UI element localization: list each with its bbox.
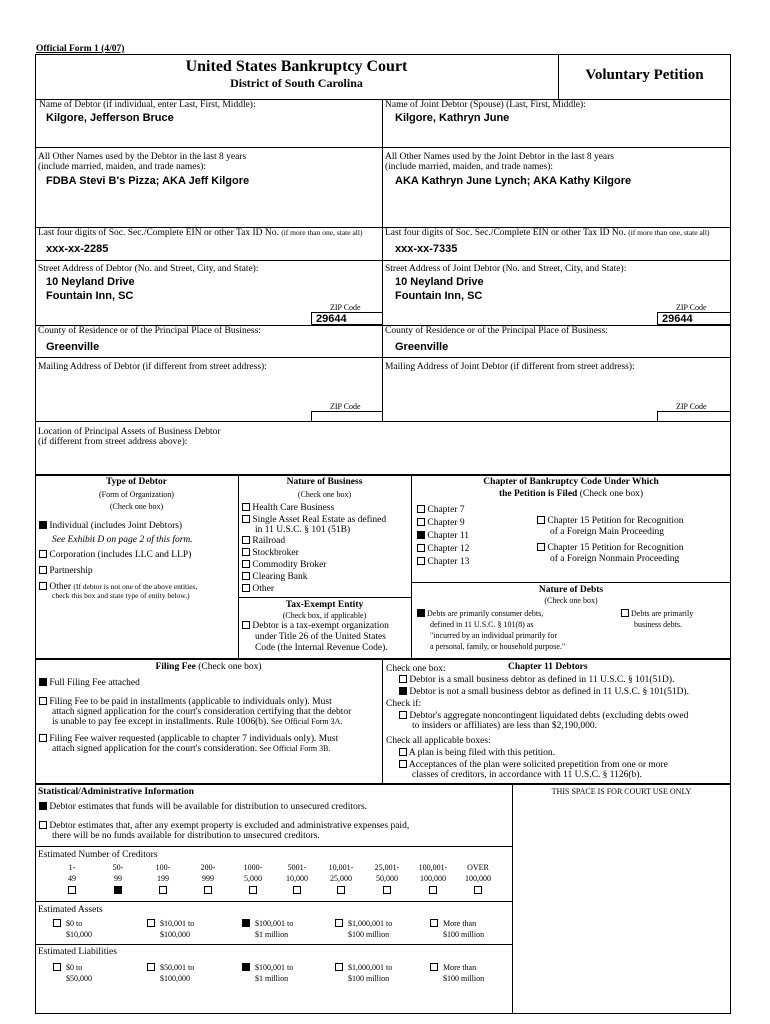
joint-other-names[interactable]: AKA Kathryn June Lynch; AKA Kathy Kilgore — [395, 175, 632, 187]
not-small-business-label: Debtor is not a small business debtor as defined in 11 U.S.C. § 101(51D). — [409, 687, 689, 697]
creditors-range-end: 49 — [68, 874, 76, 883]
chapter-13-checkbox[interactable] — [417, 557, 425, 565]
creditors-range-end: 5,000 — [244, 874, 262, 883]
chapter-15-nonmain-label-2: of a Foreign Nonmain Proceeding — [550, 554, 680, 564]
creditors-range-start: 5001- — [287, 863, 307, 872]
chapter-15-nonmain-checkbox[interactable] — [537, 543, 545, 551]
debtor-mailing-zip-label: ZIP Code — [330, 402, 361, 411]
assets-checkbox[interactable] — [430, 919, 438, 927]
waiver-label: Filing Fee waiver requested (applicable to chapter 7 individuals only). Must — [49, 734, 339, 744]
joint-name-label: Name of Joint Debtor (Spouse) (Last, First, Middle): — [385, 100, 586, 110]
chapter-15-main-label: Chapter 15 Petition for Recognition — [547, 516, 684, 526]
creditors-range-start: 50- — [112, 863, 124, 872]
debtor-street-1[interactable]: 10 Neyland Drive — [46, 276, 135, 288]
joint-county[interactable]: Greenville — [395, 341, 449, 353]
chapter-title-2: the Petition is Filed — [498, 489, 578, 499]
chapter-9-label: Chapter 9 — [427, 518, 465, 528]
liabilities-checkbox[interactable] — [147, 963, 155, 971]
court-name: United States Bankruptcy Court — [185, 58, 408, 75]
small-business-label: Debtor is a small business debtor as defined in 11 U.S.C. § 101(51D). — [409, 675, 675, 685]
creditors-range-end: 100,000 — [465, 874, 491, 883]
joint-ssn-note: (if more than one, state all) — [628, 228, 710, 237]
consumer-debts-label-2: defined in 11 U.S.C. § 101(8) as — [430, 620, 534, 629]
assets-range-start: More than — [443, 919, 477, 928]
debtor-name-label: Name of Debtor (if individual, enter Last, First, Middle): — [39, 100, 256, 110]
liabilities-checkbox[interactable] — [53, 963, 61, 971]
railroad-label: Railroad — [252, 536, 286, 546]
liabilities-range-start: $1,000,001 to — [348, 963, 393, 972]
tax-exempt-label-2: under Title 26 of the United States — [255, 632, 386, 642]
health-checkbox[interactable] — [242, 503, 250, 511]
commodity-checkbox[interactable] — [242, 560, 250, 568]
creditors-range-start: 10,001- — [328, 863, 354, 872]
ch11-title: Chapter 11 Debtors — [508, 662, 588, 672]
joint-ssn[interactable]: xxx-xx-7335 — [395, 243, 458, 255]
consumer-debts-label: Debts are primarily consumer debts, — [427, 609, 544, 618]
assets-range-start: $100,001 to — [255, 919, 294, 928]
joint-county-label: County of Residence or of the Principal Place of Business: — [385, 326, 608, 336]
chapter-9-checkbox[interactable] — [417, 518, 425, 526]
creditors-range-start: 1- — [68, 863, 76, 872]
liabilities-range-start: $100,001 to — [255, 963, 294, 972]
creditors-range-end: 50,000 — [376, 874, 398, 883]
chapter-15-main-label-2: of a Foreign Main Proceeding — [550, 527, 664, 537]
joint-ssn-label: Last four digits of Soc. Sec./Complete EIN or other Tax ID No. — [385, 228, 626, 238]
creditors-range-end: 999 — [202, 874, 214, 883]
joint-mailing-label: Mailing Address of Joint Debtor (if different from street address): — [385, 362, 635, 372]
liabilities-range-end: $100,000 — [160, 974, 190, 983]
form-title: Voluntary Petition — [585, 67, 704, 83]
no-funds-label: Debtor estimates that, after any exempt property is excluded and administrative expenses paid, — [49, 821, 410, 831]
debts-title: Nature of Debts — [538, 585, 604, 595]
debtor-zip-label: ZIP Code — [330, 303, 361, 312]
location-label: Location of Principal Assets of Business Debtor — [38, 427, 221, 437]
creditors-range-start: OVER — [467, 863, 489, 872]
chapter-7-label: Chapter 7 — [427, 505, 465, 515]
not-small-business-checkbox[interactable] — [399, 687, 407, 695]
chapter-11-label: Chapter 11 — [427, 531, 469, 541]
debtor-county-label: County of Residence or of the Principal Place of Business: — [38, 326, 261, 336]
acceptances-label: Acceptances of the plan were solicited prepetition from one or more — [408, 760, 668, 770]
chapter-13-label: Chapter 13 — [427, 557, 470, 567]
acceptances-checkbox[interactable] — [399, 760, 407, 768]
creditors-checkbox[interactable] — [293, 886, 301, 894]
installments-label-3: is unable to pay fee except in installments. Rule 1006(b). — [52, 717, 269, 727]
creditors-range-end: 99 — [114, 874, 122, 883]
chapter-11-checkbox[interactable] — [417, 531, 425, 539]
ch11-check-all: Check all applicable boxes: — [386, 736, 491, 746]
corporation-checkbox[interactable] — [39, 550, 47, 558]
waiver-see: See Official Form 3B. — [259, 744, 331, 753]
debtor-zip[interactable]: 29644 — [316, 313, 347, 325]
waiver-checkbox[interactable] — [39, 734, 47, 742]
chapter-15-nonmain-label: Chapter 15 Petition for Recognition — [547, 543, 684, 553]
district-name: District of South Carolina — [230, 76, 363, 90]
single-asset-label: Single Asset Real Estate as defined — [252, 515, 387, 525]
business-debts-checkbox[interactable] — [621, 609, 629, 617]
creditors-checkbox[interactable] — [429, 886, 437, 894]
stat-title: Statistical/Administrative Information — [38, 787, 194, 797]
joint-zip-label: ZIP Code — [676, 303, 707, 312]
creditors-range-start: 25,001- — [374, 863, 400, 872]
railroad-checkbox[interactable] — [242, 536, 250, 544]
chapter-title-note: (Check one box) — [579, 489, 644, 499]
other-entity-checkbox[interactable] — [39, 582, 47, 590]
filing-fee-note: (Check one box) — [198, 662, 262, 672]
funds-available-checkbox[interactable] — [39, 802, 47, 810]
individual-note: See Exhibit D on page 2 of this form. — [52, 535, 193, 545]
joint-other-names-label-2: (include married, maiden, and trade names): — [385, 162, 554, 172]
debtor-street-label: Street Address of Debtor (No. and Street, City, and State): — [38, 264, 259, 274]
installments-label-2: attach signed application for the court's consideration certifying that the debtor — [52, 707, 352, 717]
business-title: Nature of Business — [286, 477, 363, 487]
no-funds-label-2: there will be no funds available for distribution to unsecured creditors. — [52, 831, 320, 841]
liabilities-range-end: $1 million — [255, 974, 289, 983]
filing-fee-title: Filing Fee — [155, 662, 196, 672]
other-business-checkbox[interactable] — [242, 584, 250, 592]
creditors-range-start: 100- — [155, 863, 171, 872]
full-fee-checkbox[interactable] — [39, 678, 47, 686]
assets-range-end: $10,000 — [66, 930, 92, 939]
health-label: Health Care Business — [252, 503, 335, 513]
creditors-range-start: 100,001- — [418, 863, 448, 872]
debtor-ssn[interactable]: xxx-xx-2285 — [46, 243, 109, 255]
ch11-check-one: Check one box: — [386, 664, 446, 674]
partnership-checkbox[interactable] — [39, 566, 47, 574]
form-id: Official Form 1 (4/07) — [36, 44, 125, 54]
tax-exempt-sub: (Check box, if applicable) — [282, 611, 367, 620]
debtor-other-names-label: All Other Names used by the Debtor in the last 8 years — [38, 152, 247, 162]
stockbroker-checkbox[interactable] — [242, 548, 250, 556]
chapter-title: Chapter of Bankruptcy Code Under Which — [483, 477, 659, 487]
liabilities-range-end: $100 million — [348, 974, 390, 983]
assets-range-end: $100 million — [443, 930, 485, 939]
type-sub-2: (Check one box) — [109, 502, 164, 511]
plan-filed-label: A plan is being filed with this petition. — [408, 748, 556, 758]
aggregate-debts-label: Debtor's aggregate noncontingent liquidated debts (excluding debts owed — [409, 711, 689, 721]
assets-checkbox[interactable] — [147, 919, 155, 927]
debtor-county[interactable]: Greenville — [46, 341, 100, 353]
creditors-checkbox[interactable] — [204, 886, 212, 894]
business-sub: (Check one box) — [297, 490, 352, 499]
joint-zip[interactable]: 29644 — [662, 313, 693, 325]
creditors-checkbox[interactable] — [114, 886, 122, 894]
plan-filed-checkbox[interactable] — [399, 748, 407, 756]
partnership-label: Partnership — [49, 566, 93, 576]
consumer-debts-checkbox[interactable] — [417, 609, 425, 617]
tax-exempt-title: Tax-Exempt Entity — [285, 600, 364, 610]
creditors-checkbox[interactable] — [474, 886, 482, 894]
assets-range-start: $1,000,001 to — [348, 919, 393, 928]
clearing-label: Clearing Bank — [252, 572, 308, 582]
joint-street-label: Street Address of Joint Debtor (No. and Street, City, and State): — [385, 264, 627, 274]
assets-checkbox[interactable] — [335, 919, 343, 927]
liabilities-range-start: $0 to — [66, 963, 83, 972]
assets-range-start: $0 to — [66, 919, 83, 928]
waiver-label-2: attach signed application for the court's consideration. — [52, 744, 258, 754]
creditors-range-start: 1000- — [243, 863, 263, 872]
creditors-checkbox[interactable] — [383, 886, 391, 894]
creditors-checkbox[interactable] — [249, 886, 257, 894]
other-business-label: Other — [252, 584, 275, 594]
type-title: Type of Debtor — [105, 477, 168, 487]
debtor-other-names[interactable]: FDBA Stevi B's Pizza; AKA Jeff Kilgore — [46, 175, 250, 187]
single-asset-label-2: in 11 U.S.C. § 101 (51B) — [255, 525, 351, 535]
full-fee-label: Full Filing Fee attached — [49, 678, 140, 688]
chapter-7-checkbox[interactable] — [417, 505, 425, 513]
chapter-12-label: Chapter 12 — [427, 544, 470, 554]
tax-exempt-label-3: Code (the Internal Revenue Code). — [255, 643, 388, 653]
assets-range-end: $100 million — [348, 930, 390, 939]
creditors-range-end: 10,000 — [286, 874, 308, 883]
stockbroker-label: Stockbroker — [252, 548, 299, 558]
joint-street-1[interactable]: 10 Neyland Drive — [395, 276, 484, 288]
joint-mailing-zip-label: ZIP Code — [676, 402, 707, 411]
other-entity-label: Other — [49, 582, 72, 592]
creditors-range-end: 100,000 — [420, 874, 446, 883]
no-funds-checkbox[interactable] — [39, 821, 47, 829]
assets-range-end: $1 million — [255, 930, 289, 939]
installments-see: See Official Form 3A. — [270, 717, 343, 726]
debtor-name[interactable]: Kilgore, Jefferson Bruce — [46, 112, 174, 124]
creditors-checkbox[interactable] — [337, 886, 345, 894]
consumer-debts-label-4: a personal, family, or household purpose." — [430, 642, 566, 651]
small-business-checkbox[interactable] — [399, 675, 407, 683]
chapter-15-main-checkbox[interactable] — [537, 516, 545, 524]
chapter-12-checkbox[interactable] — [417, 544, 425, 552]
debtor-mailing-label: Mailing Address of Debtor (if different from street address): — [38, 362, 267, 372]
commodity-label: Commodity Broker — [252, 560, 327, 570]
creditors-checkbox[interactable] — [159, 886, 167, 894]
liabilities-checkbox[interactable] — [242, 963, 250, 971]
aggregate-debts-checkbox[interactable] — [399, 711, 407, 719]
liabilities-range-end: $50,000 — [66, 974, 92, 983]
business-debts-label: Debts are primarily — [631, 609, 694, 618]
court-use-label: THIS SPACE IS FOR COURT USE ONLY — [551, 787, 692, 796]
assets-label: Estimated Assets — [38, 905, 103, 915]
acceptances-label-2: classes of creditors, in accordance with 11 U.S.C. § 1126(b). — [412, 770, 642, 780]
debtor-street-2[interactable]: Fountain Inn, SC — [46, 290, 134, 302]
individual-checkbox[interactable] — [39, 521, 47, 529]
other-entity-note-2: check this box and state type of entity below.) — [52, 591, 190, 600]
location-label-2: (if different from street address above): — [38, 437, 188, 447]
business-debts-label-2: business debts. — [634, 620, 682, 629]
single-asset-checkbox[interactable] — [242, 515, 250, 523]
funds-available-label: Debtor estimates that funds will be available for distribution to unsecured creditors. — [49, 802, 368, 812]
liabilities-range-start: $50,001 to — [160, 963, 195, 972]
joint-other-names-label: All Other Names used by the Joint Debtor in the last 8 years — [385, 152, 615, 162]
assets-range-start: $10,001 to — [160, 919, 195, 928]
liabilities-label: Estimated Liabilities — [38, 947, 117, 957]
ch11-check-if: Check if: — [386, 699, 422, 709]
installments-label: Filing Fee to be paid in installments (applicable to individuals only). Must — [49, 697, 332, 707]
debtor-ssn-note: (if more than one, state all) — [281, 228, 363, 237]
assets-range-end: $100,000 — [160, 930, 190, 939]
aggregate-debts-label-2: to insiders or affiliates) are less than $2,190,000. — [412, 721, 598, 731]
assets-checkbox[interactable] — [242, 919, 250, 927]
installments-checkbox[interactable] — [39, 697, 47, 705]
clearing-checkbox[interactable] — [242, 572, 250, 580]
consumer-debts-label-3: "incurred by an individual primarily for — [430, 631, 558, 640]
other-entity-note: (If debtor is not one of the above entities, — [73, 582, 198, 591]
creditors-label: Estimated Number of Creditors — [38, 850, 158, 860]
joint-name[interactable]: Kilgore, Kathryn June — [395, 112, 510, 124]
debtor-ssn-label: Last four digits of Soc. Sec./Complete EIN or other Tax ID No. — [38, 228, 279, 238]
type-sub-1: (Form of Organization) — [99, 490, 174, 499]
creditors-range-end: 25,000 — [330, 874, 352, 883]
corporation-label: Corporation (includes LLC and LLP) — [49, 550, 192, 560]
joint-street-2[interactable]: Fountain Inn, SC — [395, 290, 483, 302]
liabilities-checkbox[interactable] — [430, 963, 438, 971]
debts-sub: (Check one box) — [544, 596, 598, 605]
individual-label: Individual (includes Joint Debtors) — [49, 521, 183, 531]
liabilities-checkbox[interactable] — [335, 963, 343, 971]
liabilities-range-start: More than — [443, 963, 477, 972]
creditors-range-start: 200- — [200, 863, 216, 872]
tax-exempt-checkbox[interactable] — [242, 621, 250, 629]
debtor-other-names-label-2: (include married, maiden, and trade names): — [38, 162, 207, 172]
assets-checkbox[interactable] — [53, 919, 61, 927]
creditors-range-end: 199 — [157, 874, 169, 883]
tax-exempt-label: Debtor is a tax-exempt organization — [252, 621, 389, 631]
liabilities-range-end: $100 million — [443, 974, 485, 983]
creditors-checkbox[interactable] — [68, 886, 76, 894]
